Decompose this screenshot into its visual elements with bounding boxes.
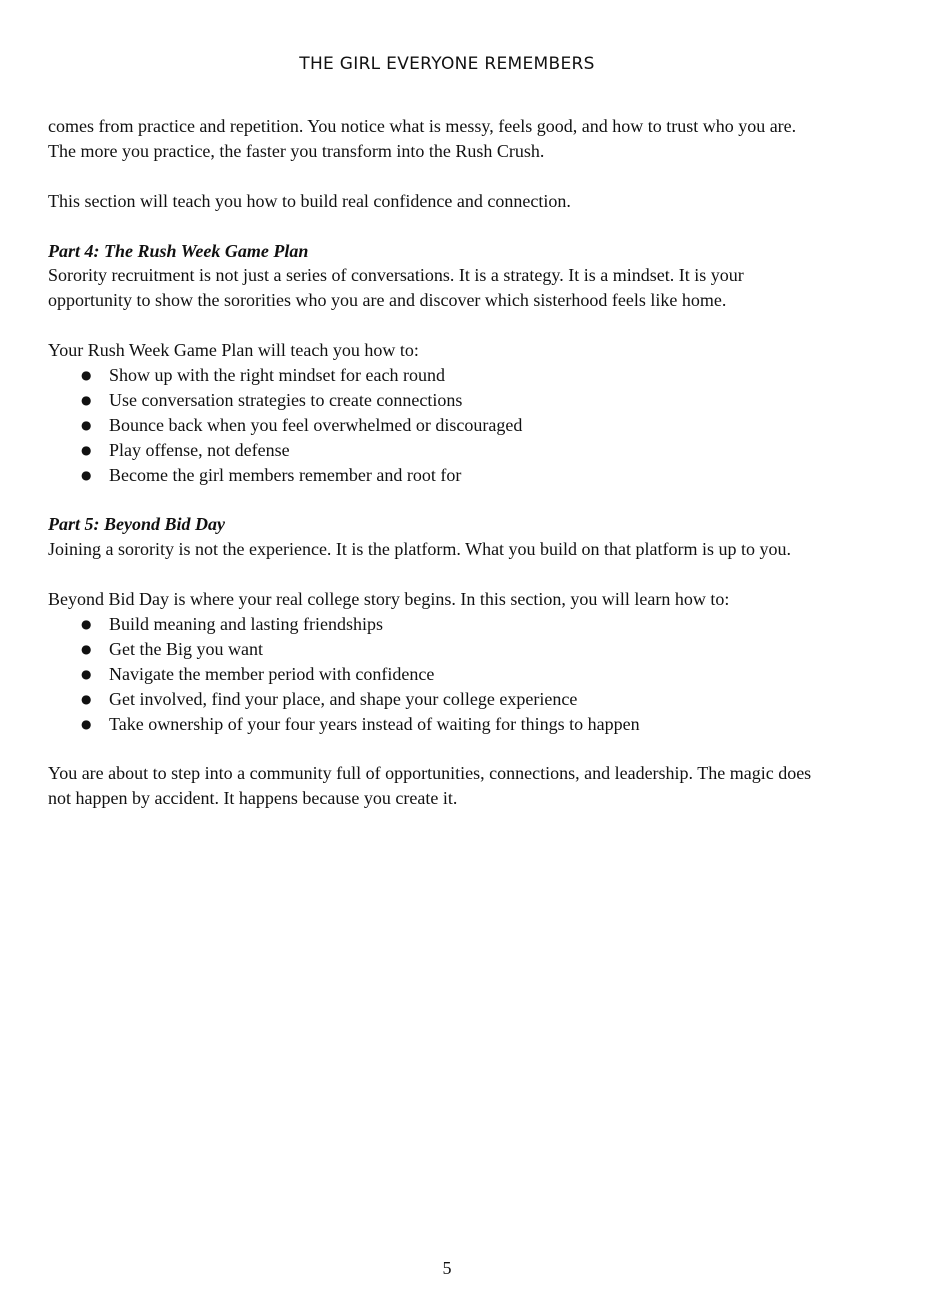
closing-line-2: not happen by accident. It happens because you create it. — [48, 788, 458, 809]
bullet-icon: ● — [81, 392, 92, 407]
bullet-icon: ● — [81, 691, 92, 706]
list-item — [48, 463, 898, 488]
bullet-icon: ● — [81, 417, 92, 432]
part4-line-1: Sorority recruitment is not just a series of conversations. It is a strategy. It is a mindset. It is your — [48, 265, 744, 286]
closing-line-1: You are about to step into a community full of opportunities, connections, and leadership. The magic does — [48, 763, 812, 784]
list-item — [48, 363, 898, 388]
bullet-icon: ● — [81, 641, 92, 656]
list-item-text: Play offense, not defense — [109, 439, 290, 460]
bullet-icon: ● — [81, 666, 92, 681]
list-item-text: Build meaning and lasting friendships — [109, 614, 383, 635]
page-number: 5 — [442, 1258, 452, 1278]
list-item-text: Become the girl members remember and root for — [109, 464, 462, 485]
list-item — [48, 662, 898, 687]
list-item — [48, 413, 898, 438]
list-item-text: Navigate the member period with confidence — [109, 663, 435, 684]
bullet-icon: ● — [81, 442, 92, 457]
paragraph-gap — [48, 562, 898, 587]
part4-bullet-list — [48, 363, 898, 488]
list-item-text: Show up with the right mindset for each round — [109, 365, 445, 386]
bullet-icon: ● — [81, 368, 92, 383]
page-content — [48, 114, 898, 811]
list-item — [48, 388, 898, 413]
list-item-text: Use conversation strategies to create connections — [109, 389, 463, 410]
part5-bullet-list — [48, 612, 898, 737]
running-header: THE GIRL EVERYONE REMEMBERS — [299, 54, 595, 74]
list-item-text: Get the Big you want — [109, 638, 263, 659]
bullet-icon: ● — [81, 716, 92, 731]
list-item-text: Bounce back when you feel overwhelmed or discouraged — [109, 414, 523, 435]
part4-line-2: opportunity to show the sororities who you are and discover which sisterhood feels like home. — [48, 290, 727, 311]
intro-line-1: comes from practice and repetition. You notice what is messy, feels good, and how to trust who you are. — [48, 116, 797, 136]
paragraph-gap — [48, 737, 898, 762]
list-item-text: Take ownership of your four years instead of waiting for things to happen — [109, 713, 640, 734]
bullet-icon: ● — [81, 467, 92, 482]
list-item — [48, 438, 898, 463]
list-item — [48, 612, 898, 637]
part5-line: Joining a sorority is not the experience. It is the platform. What you build on that platform is up to you. — [48, 539, 792, 560]
intro-line-2: The more you practice, the faster you transform into the Rush Crush. — [48, 140, 545, 161]
paragraph-gap — [48, 488, 898, 513]
list-item — [48, 712, 898, 737]
part5-heading: Part 5: Beyond Bid Day — [48, 514, 225, 535]
part4-list-intro: Your Rush Week Game Plan will teach you how to: — [48, 340, 419, 361]
bullet-icon: ● — [81, 617, 92, 632]
list-item-text: Get involved, find your place, and shape your college experience — [109, 688, 578, 709]
paragraph-gap — [48, 313, 898, 338]
intro-closing: This section will teach you how to build real confidence and connection. — [48, 190, 571, 211]
list-item — [48, 687, 898, 712]
paragraph-gap — [48, 214, 898, 239]
list-item — [48, 637, 898, 662]
part5-list-intro: Beyond Bid Day is where your real college story begins. In this section, you will learn how to: — [48, 589, 730, 610]
paragraph-gap — [48, 164, 898, 189]
part4-heading: Part 4: The Rush Week Game Plan — [48, 240, 309, 261]
